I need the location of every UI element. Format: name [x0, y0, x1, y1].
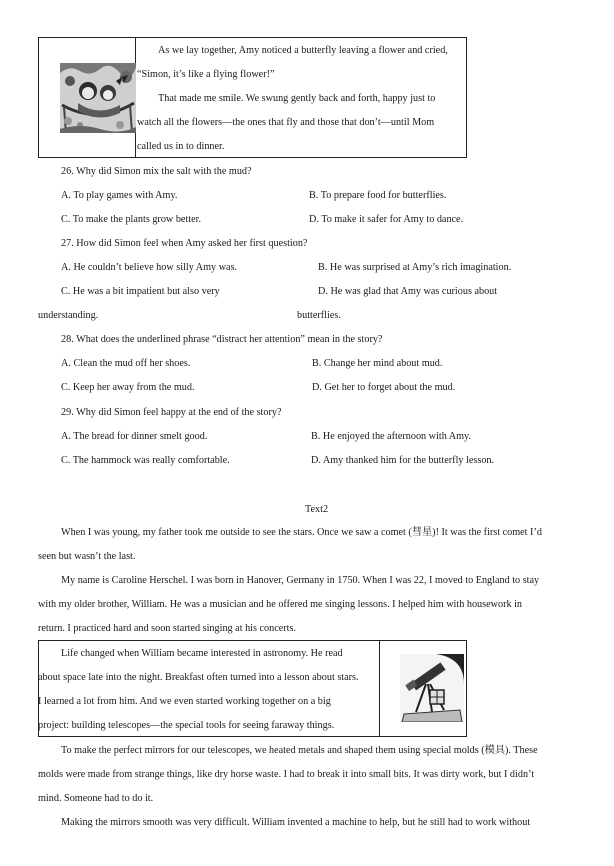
text2-title: Text2 [305, 504, 329, 515]
text2-para1-line1: When I was young, my father took me outside to see the stars. Once we saw a comet (彗星)! It was the first comet I’d [61, 527, 542, 538]
astronomy-line-3: I learned a lot from him. And we even started working together on a big [38, 696, 331, 707]
question-26-option-b: B. To prepare food for butterflies. [309, 190, 447, 201]
astronomy-line-4: project: building telescopes—the special tools for seeing faraway things. [38, 720, 335, 731]
question-29-stem: 29. Why did Simon feel happy at the end of the story? [61, 407, 282, 418]
question-27-option-d-continuation: butterflies. [297, 310, 341, 321]
text2-para2-line2: with my older brother, William. He was a musician and he offered me singing lessons. I helped him with housework in [38, 599, 523, 610]
text2-para3-line2: molds were made from strange things, like dry horse waste. I had to break it into small bits. It was dirty work, but I didn’t [38, 769, 535, 780]
question-29-option-a: A. The bread for dinner smelt good. [61, 431, 208, 442]
text2-para2-line1: My name is Caroline Herschel. I was born in Hanover, Germany in 1750. When I was 22, I moved to England to stay [61, 575, 540, 586]
question-28-option-a: A. Clean the mud off her shoes. [61, 358, 191, 369]
text2-para3-line3: mind. Someone had to do it. [38, 793, 154, 804]
question-27-option-c-continuation: understanding. [38, 310, 99, 321]
text2-para4-line1: Making the mirrors smooth was very difficult. William invented a machine to help, but he still had to work without [61, 817, 531, 828]
question-27-option-d: D. He was glad that Amy was curious about [318, 286, 498, 297]
question-27-option-a: A. He couldn’t believe how silly Amy was. [61, 262, 238, 273]
text2-para1-line2: seen but wasn’t the last. [38, 551, 136, 562]
question-27-option-b: B. He was surprised at Amy’s rich imagination. [318, 262, 512, 273]
question-28-option-b: B. Change her mind about mud. [312, 358, 443, 369]
story-line-2: “Simon, it’s like a flying flower!” [137, 69, 275, 80]
astronomy-line-2: about space late into the night. Breakfast often turned into a lesson about stars. [38, 672, 359, 683]
question-27-option-c: C. He was a bit impatient but also very [61, 286, 220, 297]
story-line-3: That made me smile. We swung gently back and forth, happy just to [158, 93, 436, 104]
question-26-option-d: D. To make it safer for Amy to dance. [309, 214, 464, 225]
question-26-option-c: C. To make the plants grow better. [61, 214, 201, 225]
question-29-option-c: C. The hammock was really comfortable. [61, 455, 230, 466]
question-28-option-d: D. Get her to forget about the mud. [312, 382, 456, 393]
question-27-stem: 27. How did Simon feel when Amy asked her first question? [61, 238, 308, 249]
text2-para2-line3: return. I practiced hard and soon started singing at his concerts. [38, 623, 297, 634]
question-26-option-a: A. To play games with Amy. [61, 190, 178, 201]
story-line-5: called us in to dinner. [137, 141, 225, 152]
question-26-stem: 26. Why did Simon mix the salt with the mud? [61, 166, 252, 177]
telescope-illustration [400, 654, 464, 722]
question-28-option-c: C. Keep her away from the mud. [61, 382, 195, 393]
astronomy-line-1: Life changed when William became interested in astronomy. He read [61, 648, 343, 659]
question-29-option-d: D. Amy thanked him for the butterfly lesson. [311, 455, 495, 466]
story-line-1: As we lay together, Amy noticed a butterfly leaving a flower and cried, [158, 45, 448, 56]
children-hammock-illustration [60, 63, 136, 133]
story-line-4: watch all the flowers—the ones that fly and those that don’t—until Mom [137, 117, 435, 128]
question-28-stem: 28. What does the underlined phrase “distract her attention” mean in the story? [61, 334, 383, 345]
question-29-option-b: B. He enjoyed the afternoon with Amy. [311, 431, 472, 442]
text2-para3-line1: To make the perfect mirrors for our telescopes, we heated metals and shaped them using special molds (模具). These [61, 745, 538, 756]
